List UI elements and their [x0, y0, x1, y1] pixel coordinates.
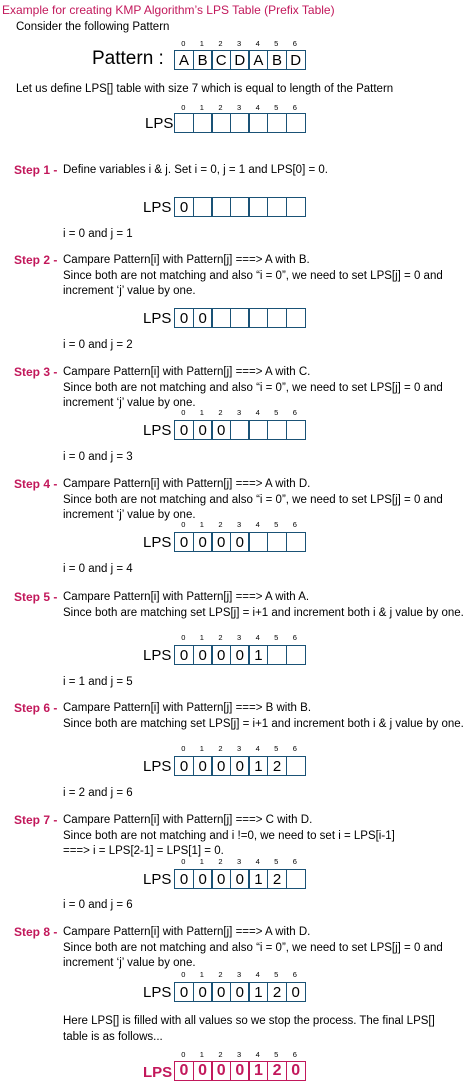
step-text-line: increment ‘j’ value by one.	[63, 957, 196, 969]
index-number: 0	[181, 103, 186, 112]
index-number: 1	[199, 1050, 204, 1059]
index-number: 4	[255, 970, 260, 979]
lps-table-cell: 0	[211, 532, 231, 552]
index-number: 3	[236, 970, 242, 979]
step-text-line: Campare Pattern[i] with Pattern[j] ===> B with B.	[63, 702, 312, 714]
lps-table-cell: 1	[248, 982, 268, 1002]
final-lps-table-cell: 1	[248, 1061, 268, 1081]
index-number: 4	[255, 103, 260, 112]
final-lps-table	[174, 1061, 306, 1081]
lps-table-cell: 1	[248, 869, 268, 889]
index-number: 0	[181, 970, 186, 979]
lps-table-cell: 0	[193, 645, 213, 665]
index-number: 3	[236, 520, 242, 529]
lps-table-cell: 0	[174, 982, 194, 1002]
index-number: 2	[218, 520, 223, 529]
lps-table-cell: 0	[174, 869, 194, 889]
index-number: 6	[292, 103, 297, 112]
index-number: 4	[255, 1050, 260, 1059]
step-text-line: Campare Pattern[i] with Pattern[j] ===> A with D.	[63, 478, 311, 490]
loop-variables: i = 0 and j = 2	[63, 339, 133, 351]
index-number: 5	[274, 408, 279, 417]
lps-table-cell	[286, 197, 306, 217]
index-number: 5	[274, 39, 279, 48]
index-number: 0	[181, 1050, 186, 1059]
step-text-line: Define variables i & j. Set i = 0, j = 1 and LPS[0] = 0.	[63, 164, 328, 176]
index-row	[174, 39, 304, 48]
index-number: 6	[292, 970, 297, 979]
index-number: 4	[255, 39, 260, 48]
step-label: Step 6 -	[14, 701, 58, 715]
step-text-line: Since both are matching set LPS[j] = i+1 and increment both i & j value by one.	[63, 606, 464, 619]
step-label: Step 5 -	[14, 590, 58, 604]
lps-initial-table	[174, 113, 306, 133]
lps-table-cell: 0	[211, 756, 231, 776]
step-text-line: Since both are not matching and also “i = 0”, we need to set LPS[j] = 0 and	[63, 493, 443, 506]
index-number: 3	[236, 39, 242, 48]
index-number: 0	[181, 857, 186, 866]
index-number: 2	[218, 970, 223, 979]
index-number: 4	[255, 857, 260, 866]
step-text-line: Campare Pattern[i] with Pattern[j] ===> A with B.	[63, 254, 310, 266]
index-number: 6	[292, 857, 297, 866]
step-label: Step 4 -	[14, 477, 58, 491]
pattern-table	[174, 50, 306, 70]
index-row	[174, 520, 304, 529]
index-number: 1	[199, 970, 204, 979]
lps-table-cell: 0	[174, 308, 194, 328]
index-row	[174, 103, 304, 112]
lps-table-cell	[267, 197, 287, 217]
step-text-line: Since both are not matching and also “i = 0”, we need to set LPS[j] = 0 and	[63, 941, 443, 954]
step-label: Step 8 -	[14, 925, 58, 939]
index-number: 1	[199, 633, 204, 642]
step-text-line: ===> i = LPS[2-1] = LPS[1] = 0.	[63, 845, 224, 857]
index-number: 6	[292, 744, 297, 753]
lps-initial-table-cell	[286, 113, 306, 133]
lps-label: LPS	[145, 115, 174, 132]
index-number: 6	[292, 39, 297, 48]
step-text-line: Since both are not matching and also “i = 0”, we need to set LPS[j] = 0 and	[63, 269, 443, 282]
lps-table	[174, 420, 306, 440]
index-number: 1	[199, 520, 204, 529]
index-row	[174, 633, 304, 642]
lps-label: LPS	[143, 647, 172, 664]
index-number: 0	[181, 744, 186, 753]
lps-table-cell: 2	[267, 756, 287, 776]
step-text-line: increment ‘j’ value by one.	[63, 397, 196, 409]
lps-table-cell: 0	[211, 645, 231, 665]
final-lps-table-cell: 2	[267, 1061, 287, 1081]
lps-table-cell	[267, 308, 287, 328]
lps-table-cell: 0	[211, 420, 231, 440]
loop-variables: i = 1 and j = 5	[63, 676, 133, 688]
loop-variables: i = 0 and j = 4	[63, 563, 133, 575]
lps-table-cell: 0	[193, 420, 213, 440]
index-number: 2	[218, 103, 223, 112]
index-number: 3	[236, 1050, 242, 1059]
index-number: 2	[218, 633, 223, 642]
step-text-line: Campare Pattern[i] with Pattern[j] ===> A with C.	[63, 366, 311, 378]
pattern-table-cell: B	[193, 50, 213, 70]
lps-table-cell: 0	[174, 420, 194, 440]
loop-variables: i = 0 and j = 1	[63, 228, 133, 240]
lps-table-cell	[230, 308, 250, 328]
lps-table-cell	[248, 197, 268, 217]
index-row	[174, 408, 304, 417]
lps-table-cell: 0	[230, 756, 250, 776]
lps-label: LPS	[143, 422, 172, 439]
lps-label: LPS	[143, 984, 172, 1001]
step-label: Step 3 -	[14, 365, 58, 379]
loop-variables: i = 0 and j = 3	[63, 451, 133, 463]
lps-table-cell: 1	[248, 756, 268, 776]
consider-text: Consider the following Pattern	[16, 21, 170, 33]
lps-initial-table-cell	[211, 113, 231, 133]
lps-table-cell: 2	[267, 982, 287, 1002]
step-label: Step 1 -	[14, 163, 58, 177]
pattern-label: Pattern :	[92, 48, 164, 69]
lps-table-cell	[230, 197, 250, 217]
lps-table	[174, 532, 306, 552]
lps-table-cell	[286, 645, 306, 665]
index-row	[174, 744, 304, 753]
index-number: 1	[199, 103, 204, 112]
lps-table-cell: 0	[286, 982, 306, 1002]
lps-table-cell	[193, 197, 213, 217]
lps-label: LPS	[143, 871, 172, 888]
index-number: 3	[236, 103, 242, 112]
index-number: 5	[274, 633, 279, 642]
index-number: 6	[292, 1050, 297, 1059]
lps-table-cell: 0	[193, 308, 213, 328]
lps-label: LPS	[143, 310, 172, 327]
define-text: Let us define LPS[] table with size 7 which is equal to length of the Pattern	[16, 83, 394, 95]
index-row	[174, 857, 304, 866]
lps-table-cell	[286, 420, 306, 440]
index-number: 5	[274, 520, 279, 529]
lps-initial-table-cell	[193, 113, 213, 133]
index-number: 5	[274, 1050, 279, 1059]
lps-table-cell	[267, 532, 287, 552]
lps-table-cell	[248, 532, 268, 552]
final-lps-label: LPS	[143, 1064, 173, 1081]
lps-table-cell: 0	[211, 982, 231, 1002]
lps-table	[174, 756, 306, 776]
lps-table	[174, 869, 306, 889]
final-text-line: table is as follows...	[63, 1030, 163, 1043]
lps-table	[174, 982, 306, 1002]
step-text-line: increment ‘j’ value by one.	[63, 285, 196, 297]
index-number: 3	[236, 857, 242, 866]
index-number: 5	[274, 744, 279, 753]
lps-initial-table-cell	[267, 113, 287, 133]
lps-table-cell	[286, 308, 306, 328]
index-row	[174, 970, 304, 979]
pattern-table-cell: D	[230, 50, 250, 70]
lps-table	[174, 197, 306, 217]
index-number: 2	[218, 408, 223, 417]
lps-table-cell: 1	[248, 645, 268, 665]
final-text-line: Here LPS[] is filled with all values so we stop the process. The final LPS[]	[63, 1015, 435, 1027]
lps-table-cell	[267, 420, 287, 440]
index-number: 4	[255, 408, 260, 417]
index-number: 1	[199, 744, 204, 753]
lps-table-cell	[211, 197, 231, 217]
lps-table-cell	[211, 308, 231, 328]
final-lps-table-cell: 0	[174, 1061, 194, 1081]
lps-label: LPS	[143, 758, 172, 775]
loop-variables: i = 2 and j = 6	[63, 787, 133, 799]
index-number: 0	[181, 633, 186, 642]
lps-table-cell: 0	[230, 869, 250, 889]
index-number: 5	[274, 103, 279, 112]
index-number: 3	[236, 744, 242, 753]
lps-table-cell	[267, 645, 287, 665]
lps-table-cell: 0	[193, 532, 213, 552]
step-text-line: increment ‘j’ value by one.	[63, 509, 196, 521]
step-text-line: Campare Pattern[i] with Pattern[j] ===> C with D.	[63, 814, 313, 826]
index-number: 5	[274, 970, 279, 979]
final-lps-table-cell: 0	[286, 1061, 306, 1081]
page-title: Example for creating KMP Algorithm’s LPS Table (Prefix Table)	[2, 3, 335, 17]
index-row	[174, 1050, 304, 1059]
lps-table-cell: 0	[230, 982, 250, 1002]
index-number: 1	[199, 39, 204, 48]
final-lps-table-cell: 0	[193, 1061, 213, 1081]
lps-table-cell: 0	[174, 197, 194, 217]
pattern-table-cell: A	[248, 50, 268, 70]
index-number: 3	[236, 633, 242, 642]
index-number: 5	[274, 857, 279, 866]
lps-table	[174, 308, 306, 328]
index-number: 2	[218, 744, 223, 753]
index-number: 4	[255, 633, 260, 642]
step-text-line: Since both are matching set LPS[j] = i+1 and increment both i & j value by one.	[63, 717, 464, 730]
pattern-table-cell: C	[211, 50, 231, 70]
step-label: Step 7 -	[14, 813, 58, 827]
lps-table-cell	[248, 308, 268, 328]
lps-table-cell: 0	[174, 756, 194, 776]
lps-table-cell	[286, 532, 306, 552]
step-text-line: Since both are not matching and also “i = 0”, we need to set LPS[j] = 0 and	[63, 381, 443, 394]
final-lps-table-cell: 0	[211, 1061, 231, 1081]
index-number: 6	[292, 633, 297, 642]
lps-table-cell	[286, 869, 306, 889]
lps-table-cell	[230, 420, 250, 440]
index-number: 6	[292, 408, 297, 417]
lps-label: LPS	[143, 199, 172, 216]
pattern-table-cell: D	[286, 50, 306, 70]
lps-table-cell: 0	[230, 532, 250, 552]
lps-table-cell: 2	[267, 869, 287, 889]
lps-label: LPS	[143, 534, 172, 551]
lps-table-cell: 0	[211, 869, 231, 889]
final-lps-table-cell: 0	[230, 1061, 250, 1081]
lps-initial-table-cell	[248, 113, 268, 133]
index-number: 2	[218, 1050, 223, 1059]
index-number: 1	[199, 408, 204, 417]
index-number: 2	[218, 857, 223, 866]
loop-variables: i = 0 and j = 6	[63, 899, 133, 911]
lps-table-cell: 0	[193, 869, 213, 889]
lps-table-cell: 0	[174, 645, 194, 665]
pattern-table-cell: B	[267, 50, 287, 70]
lps-table-cell	[286, 756, 306, 776]
lps-initial-table-cell	[174, 113, 194, 133]
step-text-line: Since both are not matching and i !=0, we need to set i = LPS[i-1]	[63, 829, 395, 842]
index-number: 4	[255, 520, 260, 529]
step-text-line: Campare Pattern[i] with Pattern[j] ===> A with D.	[63, 926, 311, 938]
index-number: 0	[181, 408, 186, 417]
index-number: 1	[199, 857, 204, 866]
lps-table-cell	[248, 420, 268, 440]
index-number: 4	[255, 744, 260, 753]
lps-initial-table-cell	[230, 113, 250, 133]
index-number: 0	[181, 520, 186, 529]
index-number: 3	[236, 408, 242, 417]
lps-table-cell: 0	[193, 982, 213, 1002]
step-text-line: Campare Pattern[i] with Pattern[j] ===> A with A.	[63, 591, 310, 603]
index-number: 6	[292, 520, 297, 529]
step-label: Step 2 -	[14, 253, 58, 267]
lps-table-cell: 0	[174, 532, 194, 552]
lps-table	[174, 645, 306, 665]
pattern-table-cell: A	[174, 50, 194, 70]
index-number: 2	[218, 39, 223, 48]
index-number: 0	[181, 39, 186, 48]
lps-table-cell: 0	[230, 645, 250, 665]
lps-table-cell: 0	[193, 756, 213, 776]
